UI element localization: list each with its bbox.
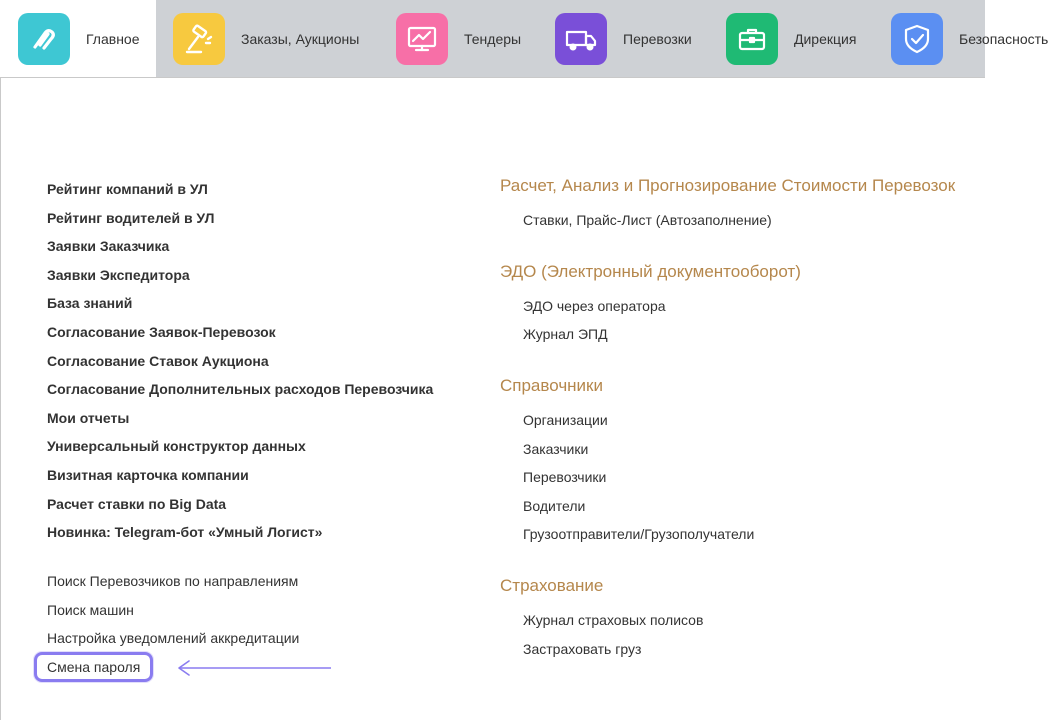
tab-security[interactable] bbox=[891, 0, 1048, 78]
truck-icon bbox=[555, 13, 607, 65]
briefcase-icon bbox=[726, 13, 778, 65]
link-approve-auction-rates[interactable]: Согласование Ставок Аукциона bbox=[47, 352, 269, 369]
link-company-rating[interactable]: Рейтинг компаний в УЛ bbox=[47, 181, 208, 197]
top-nav bbox=[0, 0, 1048, 78]
gavel-icon bbox=[173, 13, 225, 65]
tab-transportation-label: Перевозки bbox=[623, 31, 692, 47]
link-business-card[interactable]: Визитная карточка компании bbox=[47, 466, 249, 483]
link-search-vehicles[interactable]: Поиск машин bbox=[47, 601, 134, 618]
link-drivers[interactable]: Водители bbox=[523, 498, 586, 514]
section-title-insurance: Страхование bbox=[500, 576, 604, 595]
tab-directorate-label: Дирекция bbox=[794, 31, 857, 47]
link-edo-operator[interactable]: ЭДО через оператора bbox=[523, 298, 666, 314]
link-bigdata-rate[interactable]: Расчет ставки по Big Data bbox=[47, 495, 227, 512]
tab-tenders-label: Тендеры bbox=[464, 31, 522, 47]
section-title-cost-analysis: Расчет, Анализ и Прогнозирование Стоимости Перевозок bbox=[500, 176, 956, 195]
shield-check-icon bbox=[891, 13, 943, 65]
change-password-highlight bbox=[34, 652, 153, 682]
link-customers[interactable]: Заказчики bbox=[523, 441, 589, 457]
link-epd-journal[interactable]: Журнал ЭПД bbox=[523, 326, 608, 342]
link-insure-cargo[interactable]: Застраховать груз bbox=[523, 641, 642, 657]
link-driver-rating[interactable]: Рейтинг водителей в УЛ bbox=[47, 209, 215, 226]
link-insurance-policies[interactable]: Журнал страховых полисов bbox=[523, 612, 704, 628]
left-border bbox=[0, 78, 1, 720]
main-links bbox=[47, 175, 433, 547]
chart-monitor-icon bbox=[396, 13, 448, 65]
tab-security-label: Безопасность bbox=[959, 31, 1048, 47]
tab-main[interactable] bbox=[0, 0, 156, 78]
link-customer-requests[interactable]: Заявки Заказчика bbox=[47, 238, 170, 255]
link-accreditation-notifications[interactable]: Настройка уведомлений аккредитации bbox=[47, 630, 300, 647]
tab-main-label: Главное bbox=[86, 31, 140, 47]
logo-icon bbox=[18, 13, 70, 65]
link-approve-carrier-expenses[interactable]: Согласование Дополнительных расходов Перевозчика bbox=[47, 381, 434, 398]
link-search-carriers[interactable]: Поиск Перевозчиков по направлениям bbox=[47, 573, 299, 589]
link-data-constructor[interactable]: Универсальный конструктор данных bbox=[47, 438, 306, 455]
link-shippers-consignees[interactable]: Грузоотправители/Грузополучатели bbox=[523, 526, 755, 542]
tab-directorate[interactable] bbox=[726, 0, 856, 78]
tab-tenders[interactable] bbox=[396, 0, 521, 78]
link-forwarder-requests[interactable]: Заявки Экспедитора bbox=[47, 266, 190, 283]
tab-orders-auctions[interactable] bbox=[173, 0, 359, 78]
tab-transportation[interactable] bbox=[555, 0, 692, 78]
link-my-reports[interactable]: Мои отчеты bbox=[47, 409, 130, 426]
link-approve-shipment-requests[interactable]: Согласование Заявок-Перевозок bbox=[47, 323, 276, 340]
link-organizations[interactable]: Организации bbox=[523, 412, 608, 428]
tab-orders-auctions-label: Заказы, Аукционы bbox=[241, 31, 360, 47]
section-title-edo: ЭДО (Электронный документооборот) bbox=[500, 262, 801, 281]
nav-divider bbox=[0, 77, 985, 78]
link-carriers[interactable]: Перевозчики bbox=[523, 469, 607, 485]
link-knowledge-base[interactable]: База знаний bbox=[47, 295, 133, 312]
pointer-arrow-icon bbox=[175, 659, 333, 677]
section-title-directories: Справочники bbox=[500, 376, 603, 395]
link-rates-pricelist[interactable]: Ставки, Прайс-Лист (Автозаполнение) bbox=[523, 212, 772, 228]
link-telegram-bot[interactable]: Новинка: Telegram-бот «Умный Логист» bbox=[47, 524, 323, 541]
link-change-password[interactable]: Смена пароля bbox=[47, 658, 141, 675]
